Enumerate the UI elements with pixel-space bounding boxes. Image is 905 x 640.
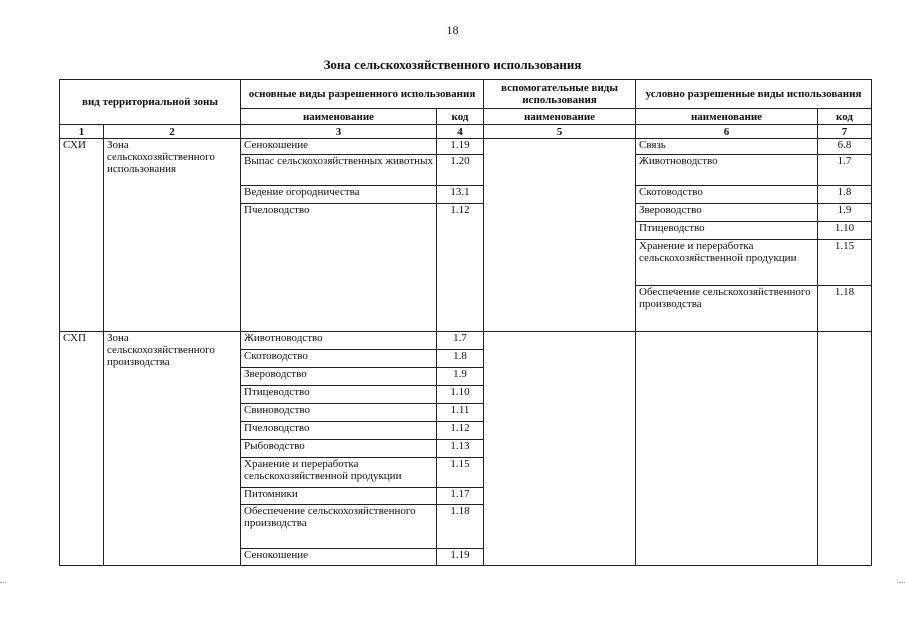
cond-use-code: 1.9 <box>818 204 872 222</box>
zone-name: Зона сельскохозяйственного использования <box>104 139 241 332</box>
zone-code: СХП <box>60 332 104 566</box>
main-use-name: Ведение огородничества <box>241 186 437 204</box>
page-number: 18 <box>446 23 459 37</box>
main-use-code: 1.20 <box>437 155 484 186</box>
main-use-code: 1.17 <box>437 488 484 505</box>
main-use-code: 1.11 <box>437 404 484 422</box>
zone-code: СХИ <box>60 139 104 332</box>
cond-use-code: 1.7 <box>818 155 872 186</box>
main-use-name: Сенокошение <box>241 139 437 155</box>
header-conditional-uses: условно разрешенные виды использования <box>636 80 872 109</box>
cond-use-code: 6.8 <box>818 139 872 155</box>
cond-uses-cell <box>636 332 818 566</box>
main-use-name: Пчеловодство <box>241 204 437 332</box>
scan-edge-mark-left <box>0 582 6 583</box>
main-use-code: 1.15 <box>437 458 484 488</box>
col-number-2: 2 <box>104 125 241 139</box>
zone-name: Зона сельскохозяйственного производства <box>104 332 241 566</box>
col-number-5: 5 <box>484 125 636 139</box>
cond-use-name: Скотоводство <box>636 186 818 204</box>
main-use-code: 1.7 <box>437 332 484 350</box>
main-use-code: 1.10 <box>437 386 484 404</box>
main-use-code: 1.8 <box>437 350 484 368</box>
header-main-uses: основные виды разрешенного использования <box>241 80 484 109</box>
aux-uses-cell <box>484 332 636 566</box>
header-cond-code: код <box>818 109 872 125</box>
cond-use-name: Птицеводство <box>636 222 818 240</box>
col-number-6: 6 <box>636 125 818 139</box>
main-use-name: Обеспечение сельскохозяйственного производства <box>241 505 437 549</box>
cond-use-name: Связь <box>636 139 818 155</box>
header-main-name: наименование <box>241 109 437 125</box>
main-use-code: 13.1 <box>437 186 484 204</box>
cond-use-code: 1.10 <box>818 222 872 240</box>
col-number-3: 3 <box>241 125 437 139</box>
scan-edge-mark-right <box>899 582 905 583</box>
main-use-code: 1.13 <box>437 440 484 458</box>
header-aux-name: наименование <box>484 109 636 125</box>
main-use-code: 1.12 <box>437 422 484 440</box>
header-zone-type: вид территориальной зоны <box>60 80 241 125</box>
main-use-name: Хранение и переработка сельскохозяйственной продукции <box>241 458 437 488</box>
main-use-code: 1.19 <box>437 549 484 566</box>
main-use-name: Питомники <box>241 488 437 505</box>
cond-use-code: 1.8 <box>818 186 872 204</box>
main-use-name: Скотоводство <box>241 350 437 368</box>
main-use-name: Сенокошение <box>241 549 437 566</box>
cond-use-name: Обеспечение сельскохозяйственного производства <box>636 286 818 332</box>
main-use-code: 1.9 <box>437 368 484 386</box>
main-use-name: Рыбоводство <box>241 440 437 458</box>
main-use-name: Выпас сельскохозяйственных животных <box>241 155 437 186</box>
header-aux-uses: вспомогательные виды использования <box>484 80 636 109</box>
cond-use-code: 1.18 <box>818 286 872 332</box>
main-use-name: Пчеловодство <box>241 422 437 440</box>
col-number-7: 7 <box>818 125 872 139</box>
cond-codes-cell <box>818 332 872 566</box>
cond-use-name: Животноводство <box>636 155 818 186</box>
cond-use-name: Хранение и переработка сельскохозяйственной продукции <box>636 240 818 286</box>
header-main-code: код <box>437 109 484 125</box>
zones-table <box>59 79 872 566</box>
page-title: Зона сельскохозяйственного использования <box>323 57 582 72</box>
main-use-code: 1.12 <box>437 204 484 332</box>
col-number-1: 1 <box>60 125 104 139</box>
aux-uses-cell <box>484 139 636 332</box>
col-number-4: 4 <box>437 125 484 139</box>
main-use-name: Свиноводство <box>241 404 437 422</box>
header-cond-name: наименование <box>636 109 818 125</box>
main-use-code: 1.18 <box>437 505 484 549</box>
cond-use-name: Звероводство <box>636 204 818 222</box>
cond-use-code: 1.15 <box>818 240 872 286</box>
main-use-name: Животноводство <box>241 332 437 350</box>
main-use-name: Птицеводство <box>241 386 437 404</box>
main-use-code: 1.19 <box>437 139 484 155</box>
main-use-name: Звероводство <box>241 368 437 386</box>
